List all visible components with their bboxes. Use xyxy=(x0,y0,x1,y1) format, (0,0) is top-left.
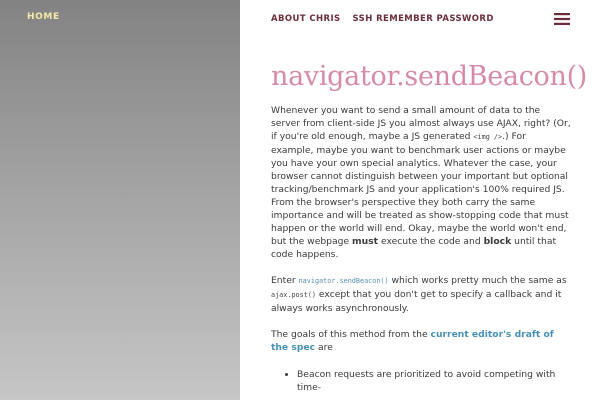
goals-list xyxy=(271,368,571,394)
nav-about-chris[interactable]: ABOUT CHRIS xyxy=(271,14,341,24)
paragraph-enter: Enter navigator.sendBeacon() which works pretty much the same as ajax.post() except that you don't get to specify a callback and it always works asynchronously. xyxy=(271,275,567,314)
article xyxy=(271,61,588,394)
inline-code-sendbeacon: navigator.sendBeacon() xyxy=(298,277,389,285)
hamburger-menu-icon[interactable] xyxy=(554,13,570,25)
page-title: navigator.sendBeacon() xyxy=(271,61,588,92)
paragraph-intro: Whenever you want to send a small amount of data to the server from client-side JS you almost always use AJAX, right? (Or, if you're old enough, maybe a JS generated <img />.) For example, maybe you want to benchmark user actions or maybe you have your own special analytics. Whatever the case, your browser cannot distinguish between your important but optional tracking/benchmark JS and your application's 100% required JS. From the browser's perspective they both carry the same importance and will be treated as show-stopping code that must happen or the world will end. Okay, maybe the world won't end, but the webpage must execute the code and block until that code happens. xyxy=(271,105,571,260)
main-content xyxy=(240,0,600,400)
inline-code-ajax-post: ajax.post() xyxy=(271,291,317,299)
list-item: • Beacon requests are prioritized to avoid competing with time- xyxy=(297,368,571,394)
sidebar xyxy=(0,0,240,400)
nav-ssh-remember-password[interactable]: SSH REMEMBER PASSWORD xyxy=(352,14,494,24)
inline-code-img: <img /> xyxy=(473,133,503,141)
home-link[interactable]: HOME xyxy=(27,12,60,22)
emphasis-block: block xyxy=(483,236,512,247)
emphasis-must: must xyxy=(352,236,379,247)
spec-draft-link[interactable]: current editor's draft of the spec xyxy=(271,329,554,353)
top-nav xyxy=(271,14,494,24)
paragraph-goals: The goals of this method from the current editor's draft of the spec are xyxy=(271,329,554,353)
